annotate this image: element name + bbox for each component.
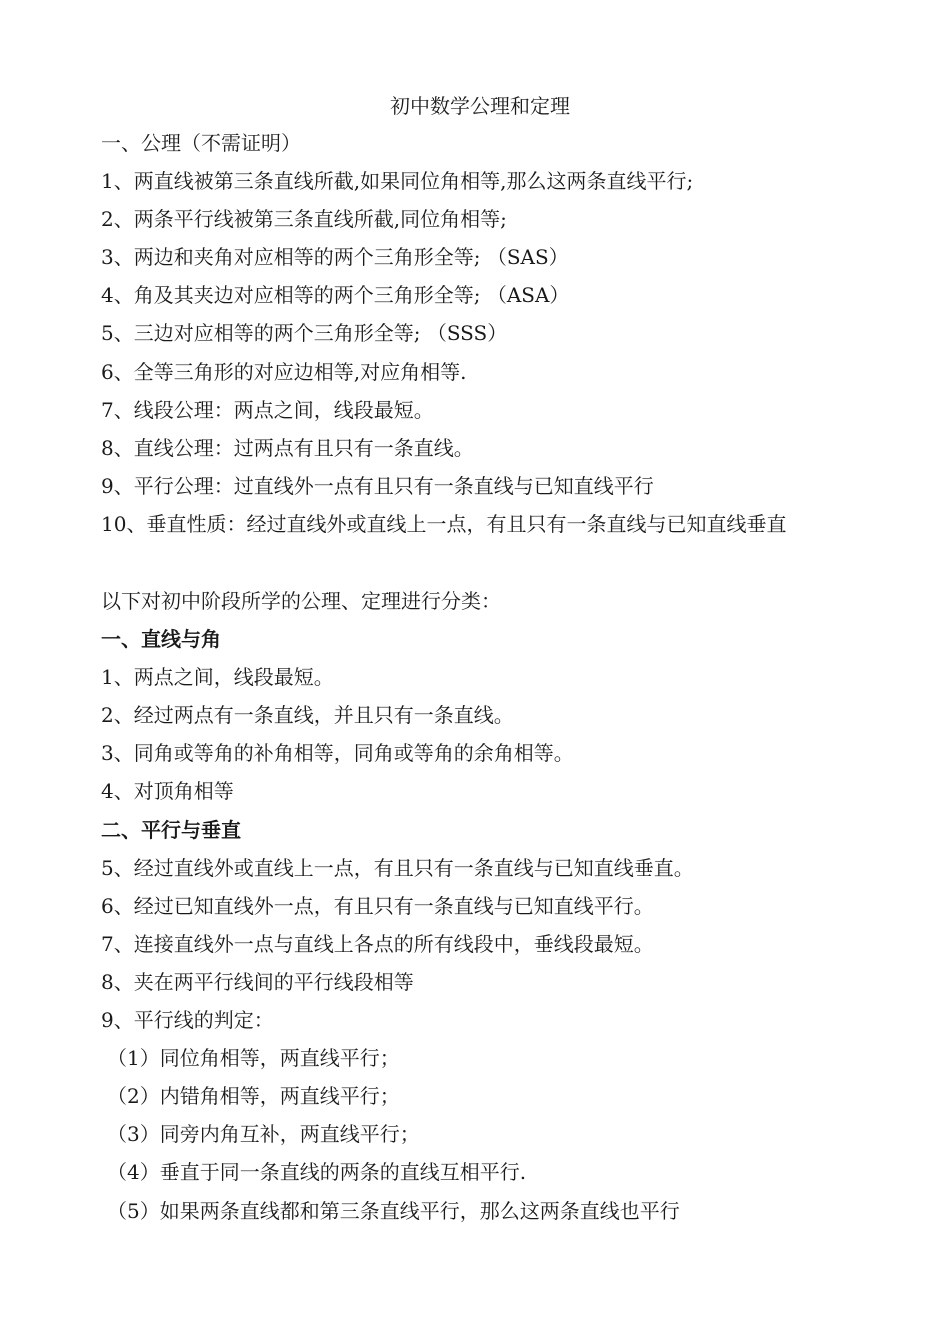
- theorem-item: 2、经过两点有一条直线，并且只有一条直线。: [101, 703, 514, 728]
- theorem-subitem: （2）内错角相等，两直线平行；: [107, 1084, 400, 1109]
- theorem-item: 8、夹在两平行线间的平行线段相等: [101, 969, 414, 994]
- section-heading-axioms: 一、公理（不需证明）: [101, 131, 301, 155]
- theorem-item: 9、平行线的判定：: [101, 1008, 274, 1033]
- axiom-item: 2、两条平行线被第三条直线所截,同位角相等;: [101, 207, 507, 232]
- axiom-item: 4、角及其夹边对应相等的两个三角形全等; （ASA）: [101, 283, 570, 308]
- intro-paragraph: 以下对初中阶段所学的公理、定理进行分类：: [101, 589, 501, 613]
- axiom-item: 8、直线公理：过两点有且只有一条直线。: [101, 435, 474, 460]
- section-heading-lines-angles: 一、直线与角: [101, 627, 221, 652]
- axiom-item: 10、垂直性质：经过直线外或直线上一点，有且只有一条直线与已知直线垂直: [101, 511, 787, 536]
- axiom-item: 3、两边和夹角对应相等的两个三角形全等; （SAS）: [101, 245, 569, 270]
- axiom-item: 9、平行公理：过直线外一点有且只有一条直线与已知直线平行: [101, 473, 654, 498]
- theorem-subitem: （3）同旁内角互补，两直线平行；: [107, 1122, 420, 1147]
- theorem-subitem: （1）同位角相等，两直线平行；: [107, 1046, 400, 1071]
- theorem-item: 6、经过已知直线外一点，有且只有一条直线与已知直线平行。: [101, 893, 654, 918]
- theorem-item: 1、两点之间，线段最短。: [101, 665, 334, 690]
- theorem-item: 5、经过直线外或直线上一点，有且只有一条直线与已知直线垂直。: [101, 855, 694, 880]
- theorem-item: 7、连接直线外一点与直线上各点的所有线段中，垂线段最短。: [101, 931, 654, 956]
- theorem-item: 3、同角或等角的补角相等，同角或等角的余角相等。: [101, 741, 574, 766]
- axioms-section: [101, 124, 901, 543]
- document-title: 初中数学公理和定理: [390, 94, 570, 118]
- classification-section: [101, 582, 901, 1230]
- axiom-item: 6、全等三角形的对应边相等,对应角相等.: [101, 359, 467, 384]
- axiom-item: 7、线段公理：两点之间，线段最短。: [101, 397, 434, 422]
- axiom-item: 5、三边对应相等的两个三角形全等; （SSS）: [101, 321, 508, 346]
- section-heading-parallel-perpendicular: 二、平行与垂直: [101, 817, 241, 842]
- theorem-subitem: （4）垂直于同一条直线的两条的直线互相平行.: [107, 1160, 527, 1185]
- theorem-item: 4、对顶角相等: [101, 779, 234, 804]
- axiom-item: 1、两直线被第三条直线所截,如果同位角相等,那么这两条直线平行;: [101, 169, 694, 194]
- theorem-subitem: （5）如果两条直线都和第三条直线平行，那么这两条直线也平行: [107, 1198, 680, 1223]
